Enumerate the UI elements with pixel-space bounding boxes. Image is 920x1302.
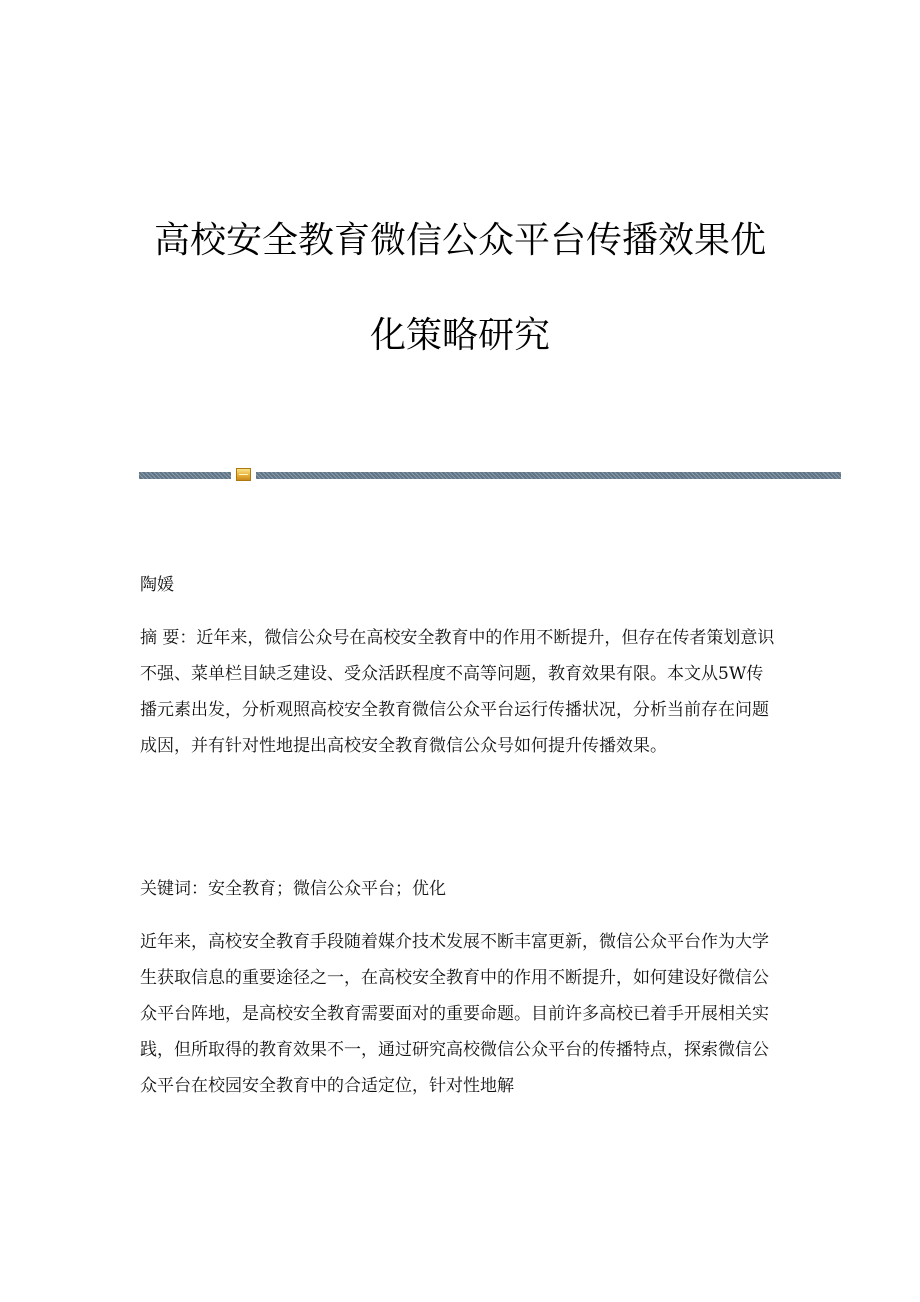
- abstract-paragraph: 摘 要：近年来，微信公众号在高校安全教育中的作用不断提升，但存在传者策划意识不强、菜单栏目缺乏建设、受众活跃程度不高等问题，教育效果有限。本文从5W传播元素出发，分析观照高校安全教育微信公众平台运行传播状况，分析当前存在问题成因，并有针对性地提出高校安全教育微信公众号如何提升传播效果。: [140, 628, 775, 756]
- keywords-line: 关键词：安全教育；微信公众平台；优化: [140, 879, 446, 899]
- document-title-line-1: 高校安全教育微信公众平台传播效果优: [153, 220, 766, 261]
- body-paragraph: 近年来，高校安全教育手段随着媒介技术发展不断丰富更新，微信公众平台作为大学生获取信息的重要途径之一，在高校安全教育中的作用不断提升，如何建设好微信公众平台阵地，是高校安全教育需要面对的重要命题。目前许多高校已着手开展相关实践，但所取得的教育效果不一，通过研究高校微信公众平台的传播特点，探索微信公众平台在校园安全教育中的合适定位，针对性地解: [140, 932, 769, 1096]
- divider-ornament-icon: [236, 468, 251, 481]
- divider-bar-left: [139, 472, 231, 479]
- author-name: 陶媛: [140, 575, 174, 595]
- divider-bar-right: [256, 472, 841, 479]
- document-title-line-2: 化策略研究: [369, 315, 550, 356]
- decorative-divider: [139, 468, 841, 482]
